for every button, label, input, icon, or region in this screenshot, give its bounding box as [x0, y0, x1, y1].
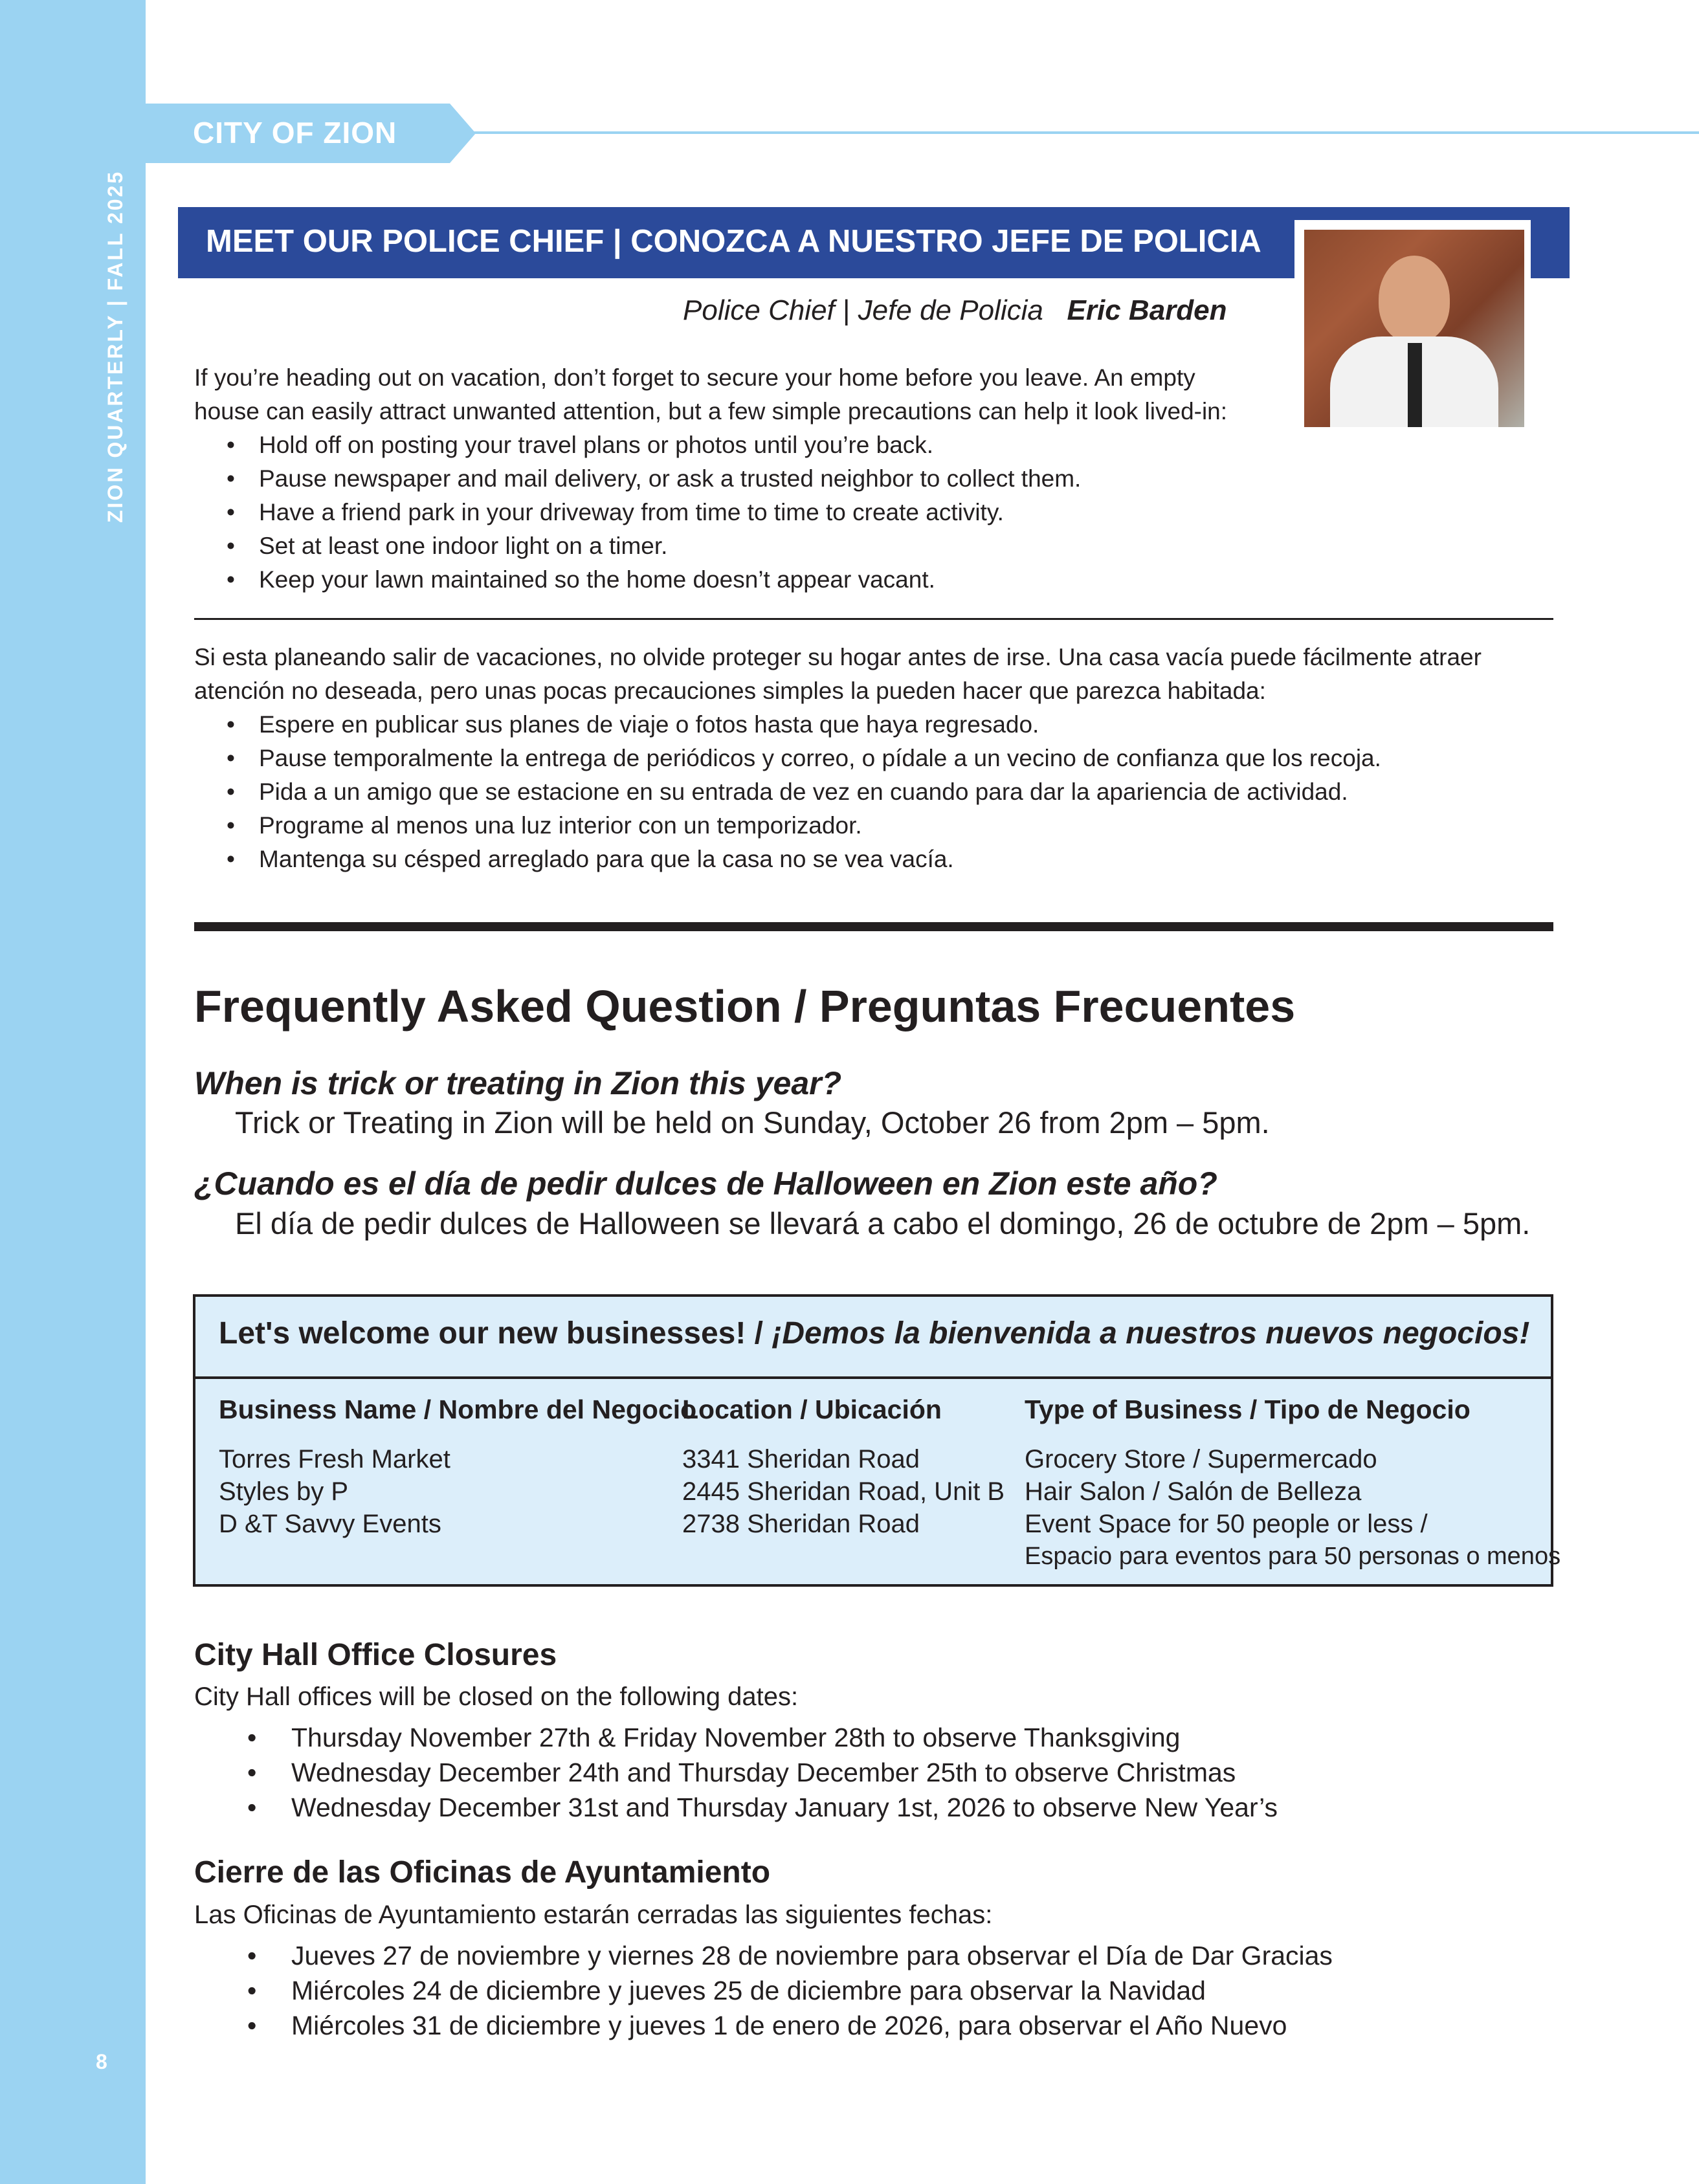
business-location: 2445 Sheridan Road, Unit B [682, 1477, 1005, 1506]
closures-intro-en: City Hall offices will be closed on the following dates: [194, 1682, 799, 1711]
column-header-location: Location / Ubicación [682, 1395, 942, 1424]
business-type: Grocery Store / Supermercado [1025, 1445, 1377, 1473]
list-item: • Pause temporalmente la entrega de periódicos y correo, o pídale a un vecino de confianza que los recoja. [194, 742, 1560, 775]
english-intro: If you’re heading out on vacation, don’t forget to secure your home before you leave. An empty house can easily attract unwanted attention, but a few simple precautions can help it look lived-in: [194, 364, 1228, 425]
spanish-intro: Si esta planeando salir de vacaciones, no olvide proteger su hogar antes de irse. Una casa vacía puede fácilmente atraer atención no deseada, pero unas pocas precauciones simples la pueden hacer que parezca habitada: [194, 644, 1482, 704]
business-name: Torres Fresh Market [219, 1445, 450, 1473]
list-item: • Wednesday December 31st and Thursday January 1st, 2026 to observe New Year’s [194, 1790, 1278, 1825]
closures-list-en [194, 1720, 1278, 1825]
publication-label: ZION QUARTERLY | FALL 2025 [104, 170, 127, 523]
list-item: • Thursday November 27th & Friday November 28th to observe Thanksgiving [194, 1720, 1278, 1755]
list-item: • Hold off on posting your travel plans or photos until you’re back. [194, 428, 1256, 462]
business-type-continued: Espacio para eventos para 50 personas o menos [1025, 1543, 1561, 1570]
spanish-tips [194, 708, 1560, 876]
header-rule [472, 131, 1699, 134]
business-location: 3341 Sheridan Road [682, 1445, 920, 1473]
list-item: • Espere en publicar sus planes de viaje o fotos hasta que haya regresado. [194, 708, 1560, 742]
chief-title: Police Chief | Jefe de Policia Eric Barden [683, 294, 1227, 326]
list-item: • Wednesday December 24th and Thursday December 25th to observe Christmas [194, 1755, 1278, 1790]
list-item: • Pida a un amigo que se estacione en su entrada de vez en cuando para dar la apariencia de actividad. [194, 775, 1560, 809]
faq-title: Frequently Asked Question / Preguntas Frecuentes [194, 981, 1296, 1031]
column-header-type: Type of Business / Tipo de Negocio [1025, 1395, 1471, 1424]
english-section [194, 361, 1256, 597]
chief-banner-title: MEET OUR POLICE CHIEF | CONOZCA A NUESTRO JEFE DE POLICIA [206, 224, 1261, 259]
list-item: • Programe al menos una luz interior con un temporizador. [194, 809, 1560, 843]
business-name: Styles by P [219, 1477, 349, 1506]
closures-list-es [194, 1938, 1333, 2043]
section-tab-label: CITY OF ZION [193, 116, 397, 149]
faq-question-es: ¿Cuando es el día de pedir dulces de Halloween en Zion este año? [194, 1165, 1217, 1202]
faq-answer-en: Trick or Treating in Zion will be held on Sunday, October 26 from 2pm – 5pm. [235, 1105, 1270, 1140]
business-location: 2738 Sheridan Road [682, 1510, 920, 1538]
faq-question-en: When is trick or treating in Zion this year? [194, 1065, 842, 1101]
page-number: 8 [96, 2050, 107, 2073]
list-item: • Jueves 27 de noviembre y viernes 28 de noviembre para observar el Día de Dar Gracias [194, 1938, 1333, 1973]
list-item: • Set at least one indoor light on a timer. [194, 529, 1256, 563]
business-type: Event Space for 50 people or less / [1025, 1510, 1428, 1538]
list-item: • Miércoles 24 de diciembre y jueves 25 de diciembre para observar la Navidad [194, 1973, 1333, 2008]
business-name: D &T Savvy Events [219, 1510, 441, 1538]
chief-photo [1304, 230, 1524, 427]
english-tips [194, 428, 1256, 597]
closures-title-en: City Hall Office Closures [194, 1638, 557, 1672]
faq-answer-es: El día de pedir dulces de Halloween se llevará a cabo el domingo, 26 de octubre de 2pm – 5pm. [235, 1206, 1531, 1241]
list-item: • Miércoles 31 de diciembre y jueves 1 de enero de 2026, para observar el Año Nuevo [194, 2008, 1333, 2043]
list-item: • Have a friend park in your driveway from time to time to create activity. [194, 496, 1256, 529]
chief-name: Eric Barden [1067, 294, 1227, 326]
businesses-header-rule [193, 1376, 1553, 1379]
list-item: • Keep your lawn maintained so the home doesn’t appear vacant. [194, 563, 1256, 597]
list-item: • Pause newspaper and mail delivery, or ask a trusted neighbor to collect them. [194, 462, 1256, 496]
closures-title-es: Cierre de las Oficinas de Ayuntamiento [194, 1855, 771, 1890]
businesses-title: Let's welcome our new businesses! / ¡Demos la bienvenida a nuestros nuevos negocios! [219, 1316, 1530, 1351]
list-item: • Mantenga su césped arreglado para que la casa no se vea vacía. [194, 843, 1560, 876]
column-header-name: Business Name / Nombre del Negocio [219, 1395, 697, 1424]
closures-intro-es: Las Oficinas de Ayuntamiento estarán cerradas las siguientes fechas: [194, 1901, 993, 1929]
divider [194, 618, 1553, 620]
spanish-section [194, 641, 1560, 876]
section-divider [194, 922, 1553, 931]
business-type: Hair Salon / Salón de Belleza [1025, 1477, 1362, 1506]
